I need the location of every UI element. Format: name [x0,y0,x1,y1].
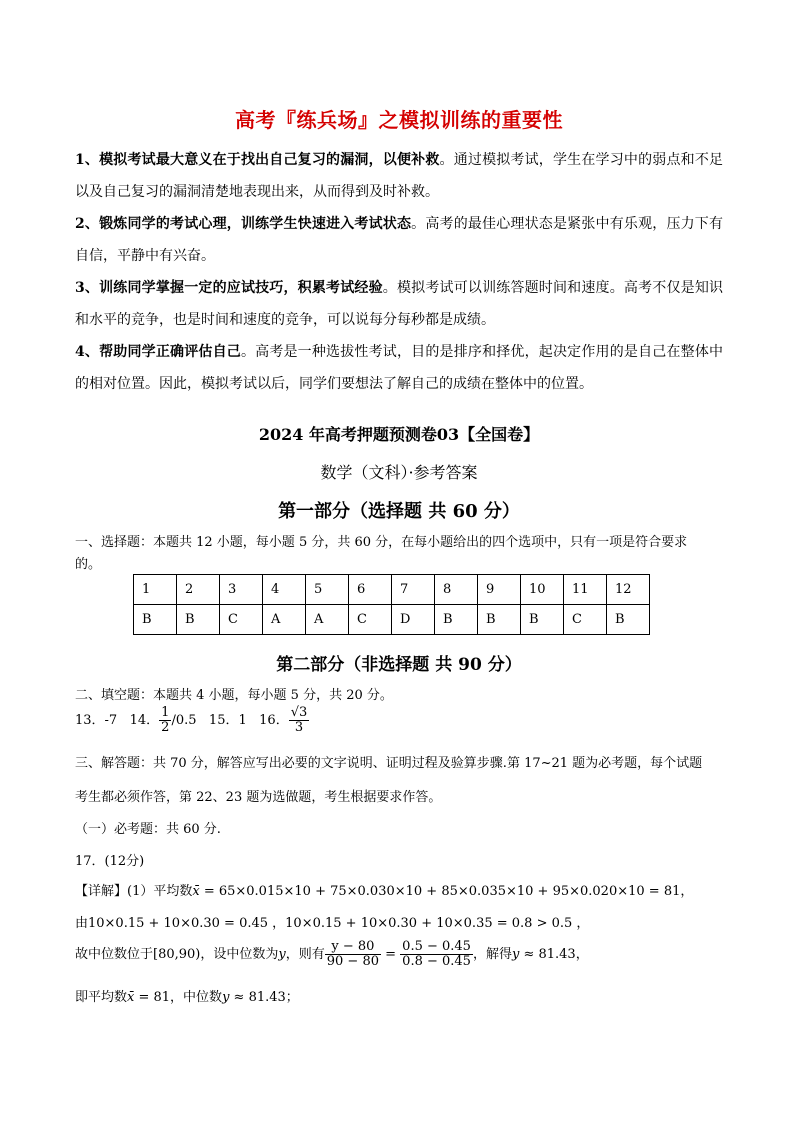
question-number-cell: 12 [607,575,650,605]
intro-point-4: 4、帮助同学正确评估自己 [75,344,241,360]
question-17-label: 17．(12分) [75,854,145,869]
part1-heading: 第一部分（选择题 共 60 分） [278,501,520,522]
answer-cell: B [134,605,177,635]
conclusion-c: ≈ 81.43； [229,990,299,1005]
question-number-cell: 4 [263,575,306,605]
var-x-bar: x̄ [192,884,200,899]
equals-sign: = [381,947,401,962]
detail-line-3 [75,940,589,969]
answer-16-label: 16． [259,713,289,728]
conclusion-a: 即平均数 [75,990,128,1005]
detail-line-1 [75,880,693,899]
answer-cell: C [220,605,263,635]
median-text-b: ，则有 [285,947,325,962]
fraction-2 [400,940,473,969]
answer-cell: A [263,605,306,635]
median-text-d: ≈ 81.43， [519,947,589,962]
intro-paragraph-1 [75,144,723,208]
intro-text-2: 。高考的最佳心理状态是紧张中有乐观，压力下有自信，平静中有兴奋。 [75,216,723,264]
answer-14-fraction [159,706,171,735]
var-y-3: y [222,990,230,1005]
median-text-a: 故中位数位于[80,90)，设中位数为 [75,947,279,962]
answer-cell: A [306,605,349,635]
choice-instructions-line1: 一、选择题：本题共 12 小题，每小题 5 分，共 60 分，在每小题给出的四个选项中，只有一项是符合要求 [75,535,688,550]
var-y: y [278,947,286,962]
detail-prefix: 【详解】(1）平均数 [75,884,193,899]
intro-text-4: 。高考是一种选拔性考试，目的是排序和择优，起决定作用的是自己在整体中的相对位置。因此，模拟考试以后，同学们要想法了解自己的成绩在整体中的位置。 [75,344,724,392]
answer-cell: B [478,605,521,635]
detail-line-2: 由10×0.15 + 10×0.30 = 0.45 ，10×0.15 + 10×0.30 + 10×0.35 = 0.8 > 0.5 ， [75,916,590,931]
question-number-cell: 10 [521,575,564,605]
intro-point-3: 3、训练同学掌握一定的应试技巧，积累考试经验 [75,280,383,296]
intro-point-1: 1、模拟考试最大意义在于找出自己复习的漏洞，以便补救 [75,152,440,168]
question-number-cell: 5 [306,575,349,605]
question-number-cell: 6 [349,575,392,605]
mean-expression: = 65×0.015×10 + 75×0.030×10 + 85×0.035×10 + 95×0.020×10 = 81， [199,884,694,899]
answer-14-numerator: 1 [161,705,170,720]
page-title: 高考『练兵场』之模拟训练的重要性 [235,108,563,132]
answer-cell: C [564,605,607,635]
conclusion-b: = 81，中位数 [134,990,223,1005]
fraction-2-denominator: 0.8 − 0.45 [402,954,471,969]
answer-cell: B [607,605,650,635]
intro-paragraph-4 [75,336,723,400]
answer-14-denominator: 2 [161,720,170,735]
answer-cell: B [177,605,220,635]
fraction-1-numerator: y − 80 [325,940,381,955]
answer-16-fraction [289,706,310,735]
solve-instructions-line1: 三、解答题：共 70 分，解答应写出必要的文字说明、证明过程及验算步骤.第 17~21 题为必考题，每个试题 [75,756,703,771]
answer-cell: B [521,605,564,635]
intro-section [75,144,723,400]
choice-instructions-line2: 的。 [75,557,102,572]
answer-16-numerator: √3 [290,705,308,720]
answer-14-label: 14． [129,713,160,728]
intro-text-3: 。模拟考试可以训练答题时间和速度。高考不仅是知识和水平的竞争，也是时间和速度的竞争，可以说每分每秒都是成绩。 [75,280,723,328]
answer-13: 13．-7 [75,713,118,728]
question-number-cell: 8 [435,575,478,605]
fraction-1 [325,940,381,969]
question-number-cell: 2 [177,575,220,605]
answer-15: 15．1 [208,713,247,728]
answer-table-answer-row [134,605,650,635]
solve-instructions-line2: 考生都必须作答，第 22、23 题为选做题，考生根据要求作答。 [75,790,442,805]
part2-heading: 第二部分（非选择题 共 90 分） [276,655,522,675]
fraction-1-denominator: 90 − 80 [326,954,379,969]
median-text-c: ，解得 [472,947,512,962]
exam-subtitle: 数学（文科）·参考答案 [320,463,478,482]
var-x-bar-2: x̄ [127,990,135,1005]
var-y-2: y [511,947,520,962]
intro-text-1: 。通过模拟考试，学生在学习中的弱点和不足以及自己复习的漏洞清楚地表现出来，从而得到及时补救。 [75,152,723,200]
question-number-cell: 11 [564,575,607,605]
fill-answers [75,706,309,735]
exam-title: 2024 年高考押题预测卷03【全国卷】 [258,425,540,444]
answer-cell: C [349,605,392,635]
fill-instructions: 二、填空题：本题共 4 小题，每小题 5 分，共 20 分。 [75,688,393,703]
intro-point-2: 2、锻炼同学的考试心理，训练学生快速进入考试状态 [75,216,412,232]
question-number-cell: 3 [220,575,263,605]
fraction-2-numerator: 0.5 − 0.45 [402,939,471,954]
answer-table [133,574,650,635]
intro-paragraph-3 [75,272,723,336]
answer-table-number-row [134,575,650,605]
choice-instructions [75,532,723,576]
question-number-cell: 7 [392,575,435,605]
intro-paragraph-2 [75,208,723,272]
question-number-cell: 9 [478,575,521,605]
answer-cell: D [392,605,435,635]
detail-line-4 [75,986,299,1005]
answer-cell: B [435,605,478,635]
required-section-label: （一）必考题：共 60 分. [75,822,221,837]
question-number-cell: 1 [134,575,177,605]
answer-14-tail: /0.5 [171,713,197,728]
answer-16-denominator: 3 [294,720,304,735]
